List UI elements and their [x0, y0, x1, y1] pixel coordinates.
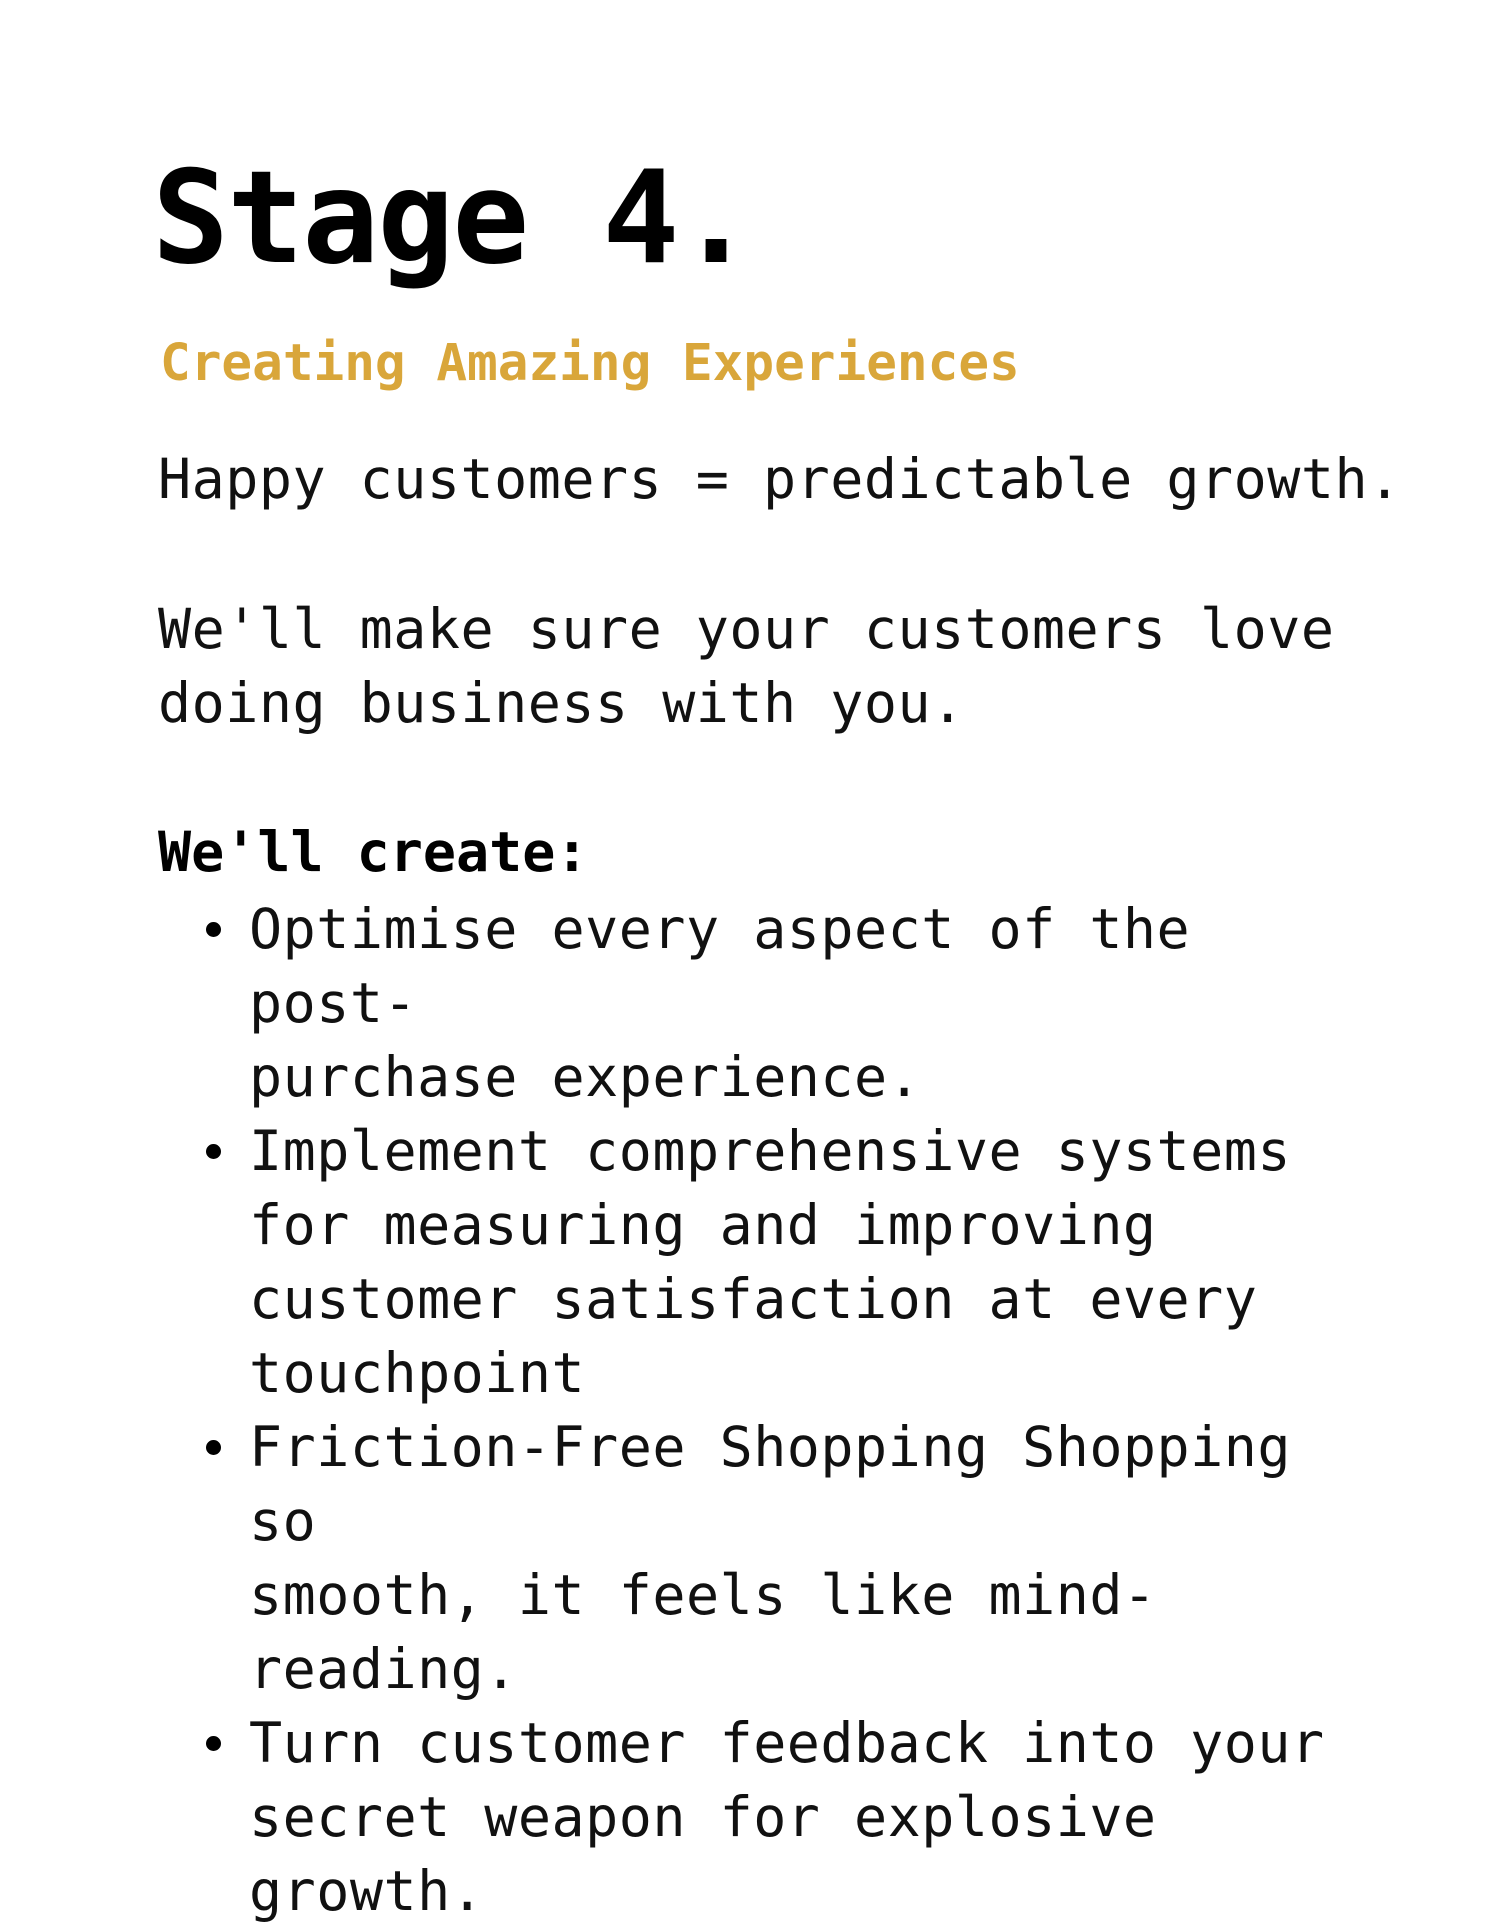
stage-title: Stage 4. — [152, 144, 753, 293]
bullet-line: smooth, it feels like mind- — [249, 1563, 1157, 1627]
intro-text: Happy customers = predictable growth. — [158, 447, 1402, 511]
list-item-customer-satisfaction — [158, 1114, 1358, 1410]
bullet-icon — [206, 922, 221, 937]
list-item-post-purchase — [158, 892, 1358, 1114]
bullet-line: purchase experience. — [249, 1045, 922, 1109]
list-item-customer-feedback — [158, 1706, 1358, 1928]
bullet-line: secret weapon for explosive — [249, 1785, 1157, 1849]
benefits-list — [158, 892, 1358, 1928]
promise-line-1: We'll make sure your customers love — [158, 597, 1335, 661]
create-heading: We'll create: — [158, 820, 589, 884]
bullet-line: Optimise every aspect of the post- — [249, 897, 1191, 1035]
bullet-line: for measuring and improving — [249, 1193, 1157, 1257]
bullet-line: growth. — [249, 1859, 485, 1923]
bullet-line: customer satisfaction at every — [249, 1267, 1258, 1331]
stage-subtitle: Creating Amazing Experiences — [160, 334, 1020, 393]
bullet-line: Implement comprehensive systems — [249, 1119, 1291, 1183]
bullet-icon — [206, 1144, 221, 1159]
bullet-icon — [206, 1440, 221, 1455]
bullet-line: Friction-Free Shopping Shopping so — [249, 1415, 1291, 1553]
bullet-line: reading. — [249, 1637, 518, 1701]
bullet-line: Turn customer feedback into your — [249, 1711, 1325, 1775]
bullet-line: touchpoint — [249, 1341, 586, 1405]
bullet-icon — [206, 1736, 221, 1751]
promise-text — [158, 592, 1348, 740]
list-item-friction-free-shopping — [158, 1410, 1358, 1706]
promise-line-2: doing business with you. — [158, 671, 965, 735]
